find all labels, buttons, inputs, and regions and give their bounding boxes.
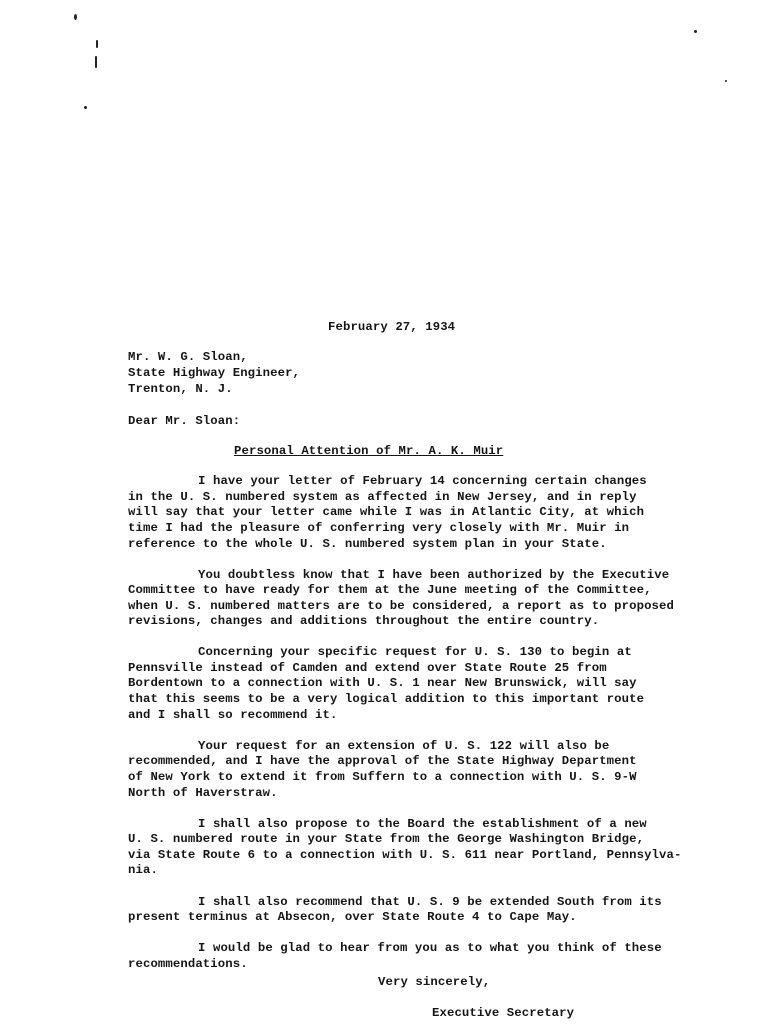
paragraph-line: U. S. numbered route in your State from the George Washington Bridge,: [128, 832, 645, 846]
paragraph-line: I would be glad to hear from you as to what you think of these: [198, 941, 662, 955]
complimentary-closing: Very sincerely,: [378, 975, 491, 989]
paragraph-line: I shall also propose to the Board the establishment of a new: [198, 817, 647, 831]
paragraph-line: recommendations.: [128, 957, 248, 971]
recipient-city: Trenton, N. J.: [128, 382, 233, 396]
scan-speck: [96, 40, 98, 48]
paragraph-line: present terminus at Absecon, over State Route 4 to Cape May.: [128, 910, 577, 924]
paragraph-line: Concerning your specific request for U. S. 130 to begin at: [198, 645, 632, 659]
paragraph-line: when U. S. numbered matters are to be considered, a report as to proposed: [128, 599, 674, 613]
scan-speck: [74, 14, 77, 20]
paragraph-line: Bordentown to a connection with U. S. 1 near New Brunswick, will say: [128, 676, 637, 690]
paragraph-line: will say that your letter came while I was in Atlantic City, at which: [128, 505, 645, 519]
recipient-title: State Highway Engineer,: [128, 366, 301, 380]
scan-speck: [725, 80, 727, 82]
salutation: Dear Mr. Sloan:: [128, 414, 241, 428]
scan-speck: [694, 30, 697, 33]
scan-speck: [84, 106, 87, 109]
paragraph-line: recommended, and I have the approval of the State Highway Department: [128, 754, 637, 768]
paragraph-line: I shall also recommend that U. S. 9 be extended South from its: [198, 895, 662, 909]
paragraph-line: that this seems to be a very logical addition to this important route: [128, 692, 645, 706]
paragraph-line: via State Route 6 to a connection with U. S. 611 near Portland, Pennsylva-: [128, 848, 682, 862]
paragraph-line: You doubtless know that I have been authorized by the Executive: [198, 568, 670, 582]
paragraph-line: time I had the pleasure of conferring very closely with Mr. Muir in: [128, 521, 630, 535]
paragraph-line: Pennsville instead of Camden and extend over State Route 25 from: [128, 661, 607, 675]
paragraph-line: nia.: [128, 863, 158, 877]
paragraph-line: in the U. S. numbered system as affected in New Jersey, and in reply: [128, 490, 637, 504]
scan-speck: [95, 56, 97, 68]
paragraph-line: and I shall so recommend it.: [128, 708, 338, 722]
subject-line: Personal Attention of Mr. A. K. Muir: [234, 444, 504, 458]
paragraph-line: Committee to have ready for them at the June meeting of the Committee,: [128, 583, 652, 597]
recipient-name: Mr. W. G. Sloan,: [128, 350, 248, 364]
paragraph-line: Your request for an extension of U. S. 122 will also be: [198, 739, 610, 753]
signature-title: Executive Secretary: [432, 1006, 575, 1020]
paragraph-line: North of Haverstraw.: [128, 786, 278, 800]
paragraph-line: reference to the whole U. S. numbered system plan in your State.: [128, 537, 607, 551]
letter-date: February 27, 1934: [328, 320, 456, 334]
paragraph-line: of New York to extend it from Suffern to a connection with U. S. 9-W: [128, 770, 637, 784]
paragraph-line: revisions, changes and additions throughout the entire country.: [128, 614, 600, 628]
paragraph-line: I have your letter of February 14 concerning certain changes: [198, 474, 647, 488]
